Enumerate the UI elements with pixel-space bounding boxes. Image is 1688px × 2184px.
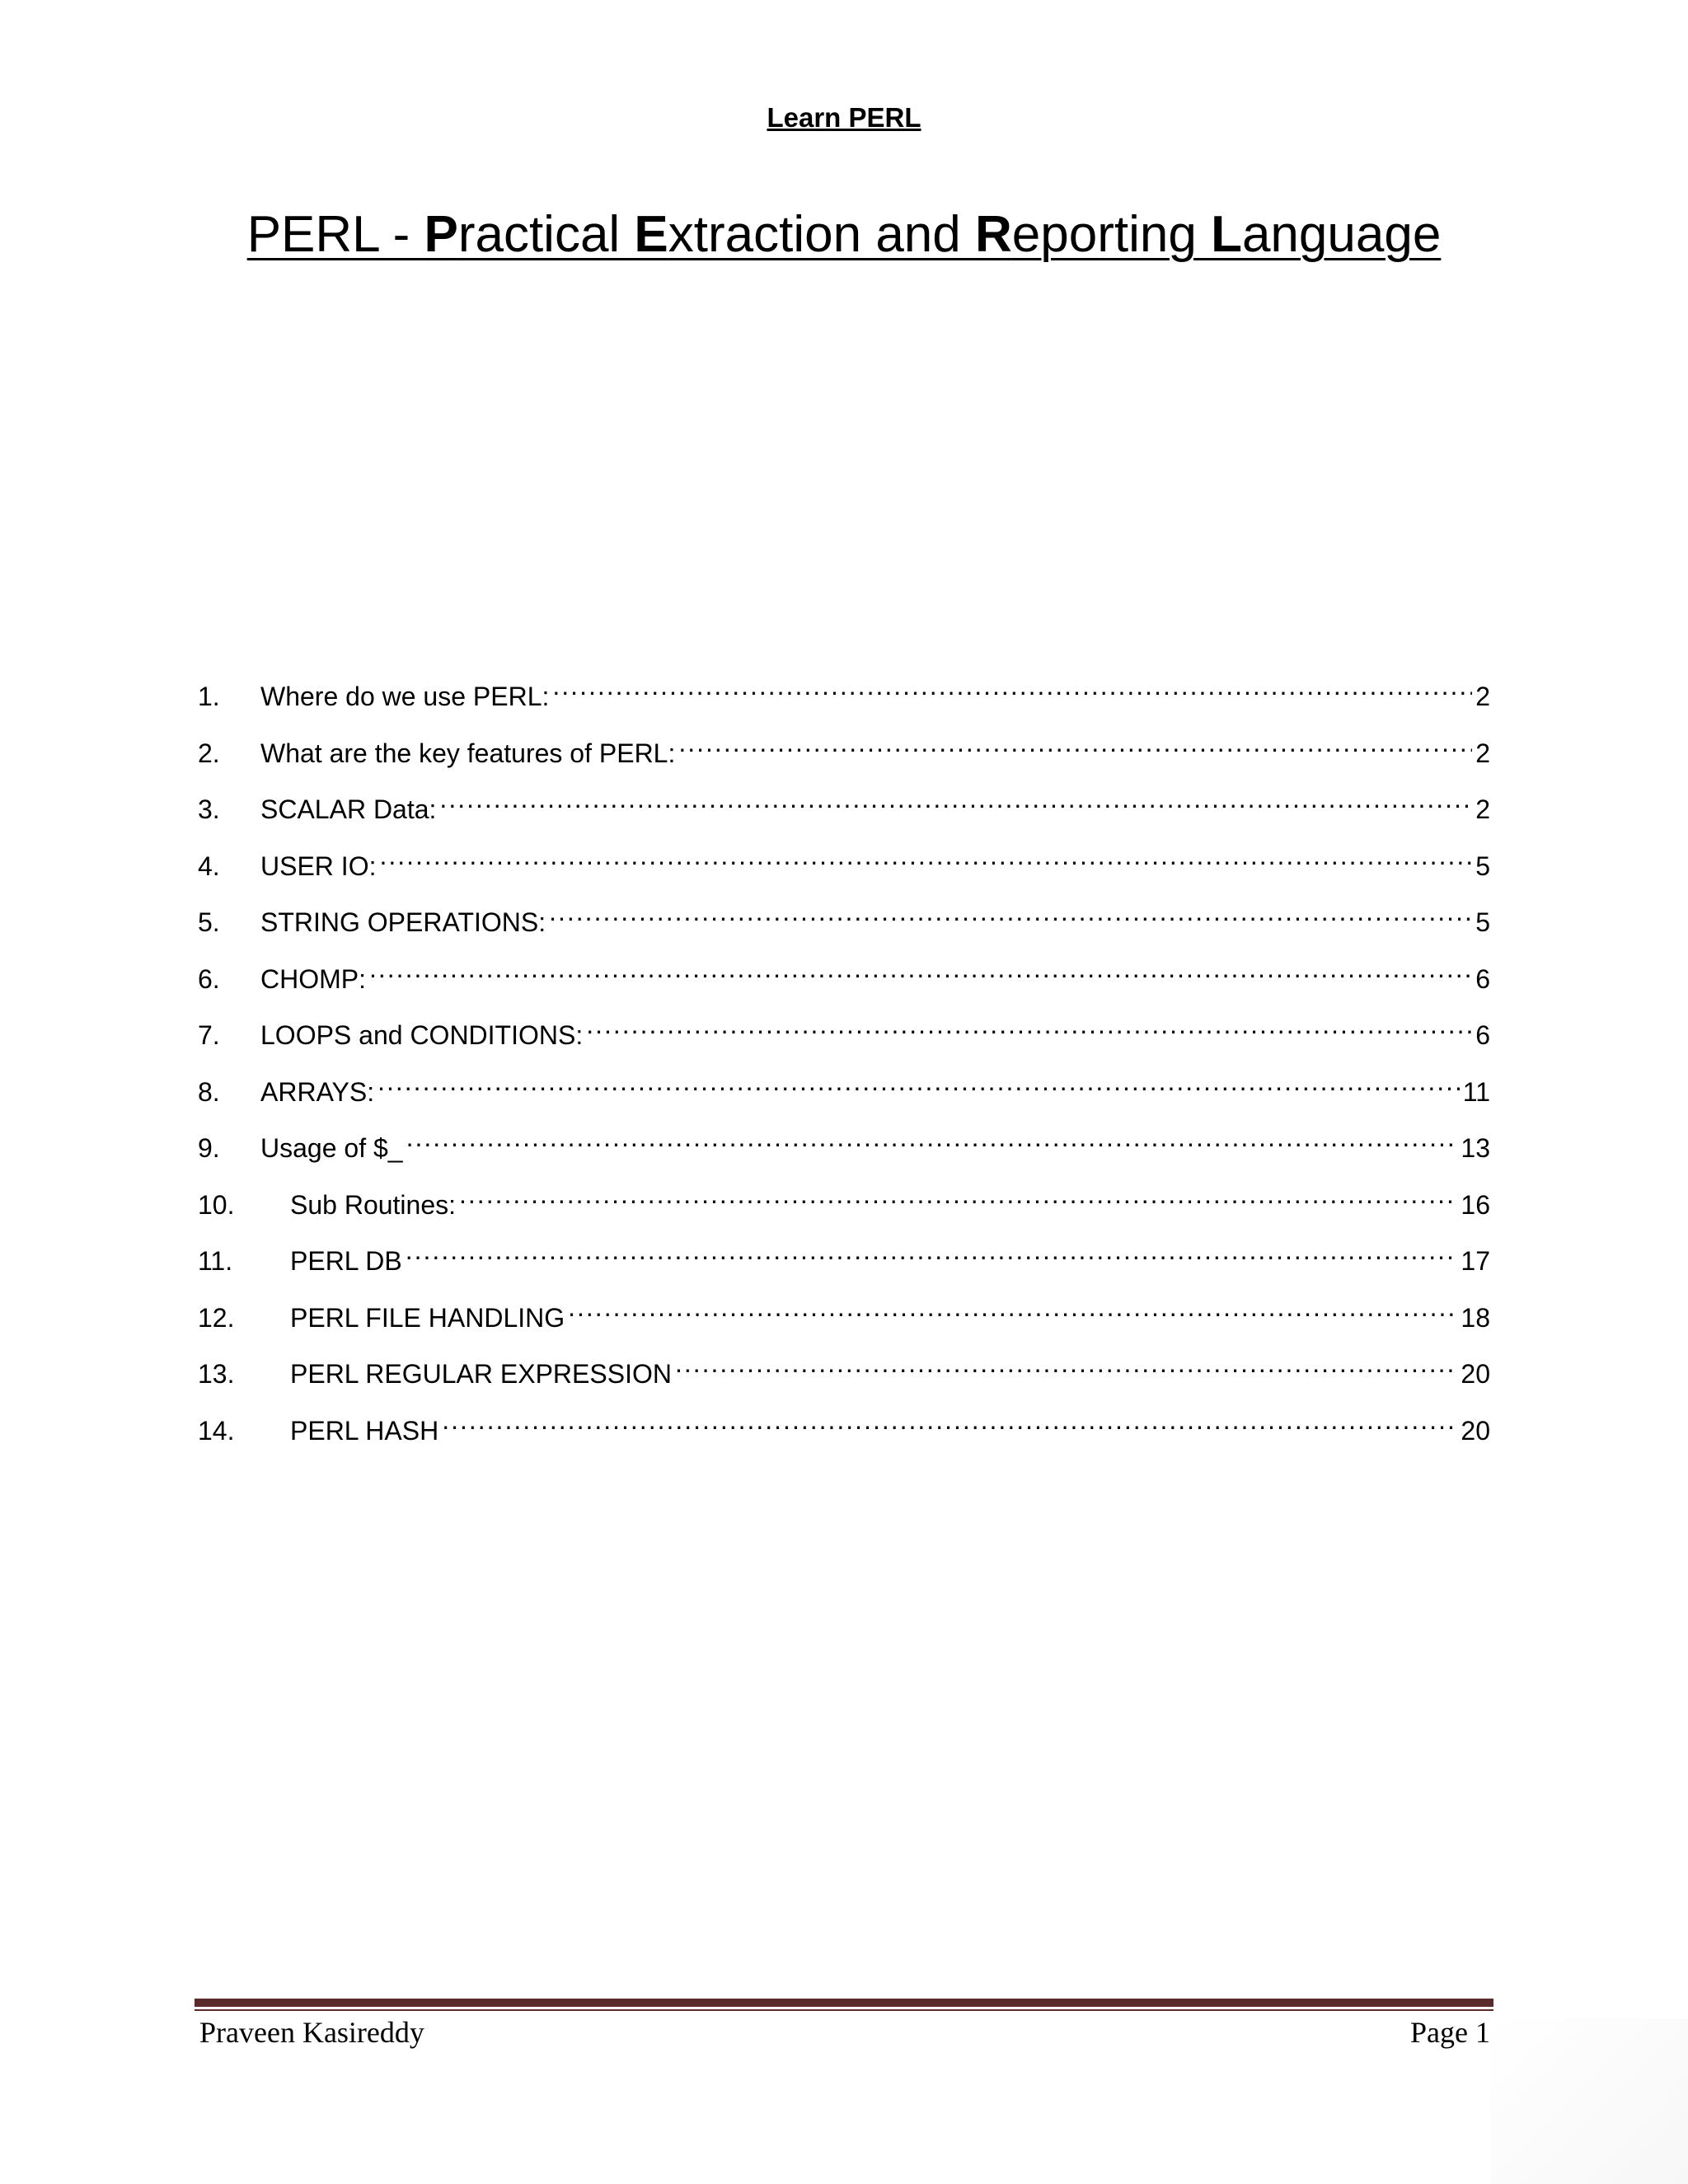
toc-entry-page: 11 xyxy=(1462,1076,1490,1107)
toc-entry-label: ARRAYS: xyxy=(260,1076,375,1107)
title-rest-extraction: xtraction and xyxy=(668,206,975,263)
title-cap-p: P xyxy=(424,206,458,263)
toc-dot-leader xyxy=(406,1118,1458,1157)
footer-page-number: Page 1 xyxy=(1410,2016,1490,2049)
toc-entry-label: LOOPS and CONDITIONS: xyxy=(260,1020,584,1050)
toc-entry-number: 5. xyxy=(198,907,220,937)
page-title xyxy=(0,198,1688,272)
toc-entry-page: 16 xyxy=(1461,1189,1490,1220)
title-cap-e: E xyxy=(634,206,668,263)
toc-entry-number: 6. xyxy=(198,963,220,994)
toc-entry-page: 18 xyxy=(1461,1302,1490,1333)
toc-dot-leader xyxy=(442,1400,1457,1440)
footer-author: Praveen Kasireddy xyxy=(199,2016,424,2049)
toc-entry-label: CHOMP: xyxy=(260,963,366,994)
toc-entry-number: 11. xyxy=(198,1246,233,1276)
toc-entry[interactable] xyxy=(198,1230,1490,1287)
toc-entry-label: PERL REGULAR EXPRESSION xyxy=(290,1359,672,1389)
toc-entry-label: PERL FILE HANDLING xyxy=(290,1302,565,1333)
toc-entry-page: 20 xyxy=(1461,1359,1490,1389)
toc-entry-page: 13 xyxy=(1461,1133,1490,1163)
toc-entry[interactable] xyxy=(198,723,1490,780)
title-cap-r: R xyxy=(975,206,1012,263)
toc-dot-leader xyxy=(552,666,1472,705)
toc-entry-label: Where do we use PERL: xyxy=(260,682,550,711)
toc-entry[interactable] xyxy=(198,1343,1490,1400)
toc-entry[interactable] xyxy=(198,1062,1490,1118)
toc-entry-page: 6 xyxy=(1475,1020,1490,1050)
title-rest-language: anguage xyxy=(1241,206,1442,263)
toc-entry[interactable] xyxy=(198,1174,1490,1231)
toc-entry-page: 5 xyxy=(1475,851,1490,881)
toc-entry-number: 12. xyxy=(198,1302,235,1333)
toc-entry[interactable] xyxy=(198,836,1490,893)
toc-entry-number: 8. xyxy=(198,1076,220,1107)
toc-entry-page: 20 xyxy=(1461,1415,1490,1446)
table-of-contents xyxy=(198,666,1490,1456)
toc-dot-leader xyxy=(377,1062,1460,1101)
toc-entry-page: 6 xyxy=(1475,963,1490,994)
toc-dot-leader xyxy=(678,723,1472,762)
footer-rule xyxy=(195,1999,1493,2007)
title-cap-l: L xyxy=(1211,206,1242,263)
toc-entry-number: 7. xyxy=(198,1020,220,1050)
toc-entry-number: 1. xyxy=(198,682,220,711)
toc-entry-label: PERL HASH xyxy=(290,1415,439,1446)
page-corner-shadow xyxy=(1490,2019,1688,2184)
toc-dot-leader xyxy=(675,1343,1457,1383)
title-rest-practical: ractical xyxy=(457,206,635,263)
title-prefix: PERL - xyxy=(246,206,424,263)
toc-entry-number: 14. xyxy=(198,1415,235,1446)
toc-dot-leader xyxy=(568,1287,1457,1327)
toc-dot-leader xyxy=(379,836,1472,875)
toc-entry-number: 10. xyxy=(198,1189,235,1220)
toc-entry-number: 3. xyxy=(198,794,220,824)
toc-entry-label: PERL DB xyxy=(290,1246,402,1276)
toc-entry[interactable] xyxy=(198,1400,1490,1457)
toc-entry-number: 13. xyxy=(198,1359,235,1389)
toc-entry[interactable] xyxy=(198,1287,1490,1344)
toc-dot-leader xyxy=(369,949,1472,988)
toc-entry-page: 2 xyxy=(1475,794,1490,824)
toc-entry[interactable] xyxy=(198,892,1490,949)
toc-entry-page: 2 xyxy=(1475,738,1490,768)
toc-entry-label: SCALAR Data: xyxy=(260,794,437,824)
toc-entry-page: 2 xyxy=(1475,682,1490,711)
toc-entry[interactable] xyxy=(198,1118,1490,1174)
document-header: Learn PERL xyxy=(767,102,921,133)
toc-dot-leader xyxy=(439,779,1472,818)
toc-entry[interactable] xyxy=(198,666,1490,723)
toc-dot-leader xyxy=(586,1005,1472,1044)
toc-dot-leader xyxy=(459,1174,1457,1214)
toc-entry-label: Sub Routines: xyxy=(290,1189,457,1220)
toc-entry[interactable] xyxy=(198,1005,1490,1062)
toc-dot-leader xyxy=(549,892,1472,931)
title-rest-reporting: eporting xyxy=(1011,206,1212,263)
toc-entry-number: 4. xyxy=(198,851,220,881)
toc-entry-label: Usage of $_ xyxy=(260,1133,403,1163)
toc-entry-label: USER IO: xyxy=(260,851,377,881)
toc-entry[interactable] xyxy=(198,949,1490,1005)
toc-entry[interactable] xyxy=(198,779,1490,836)
toc-entry-page: 17 xyxy=(1461,1246,1490,1276)
toc-dot-leader xyxy=(406,1230,1458,1270)
toc-entry-page: 5 xyxy=(1475,907,1490,937)
toc-entry-number: 9. xyxy=(198,1133,220,1163)
toc-entry-number: 2. xyxy=(198,738,220,768)
toc-entry-label: What are the key features of PERL: xyxy=(260,738,676,768)
toc-entry-label: STRING OPERATIONS: xyxy=(260,907,546,937)
